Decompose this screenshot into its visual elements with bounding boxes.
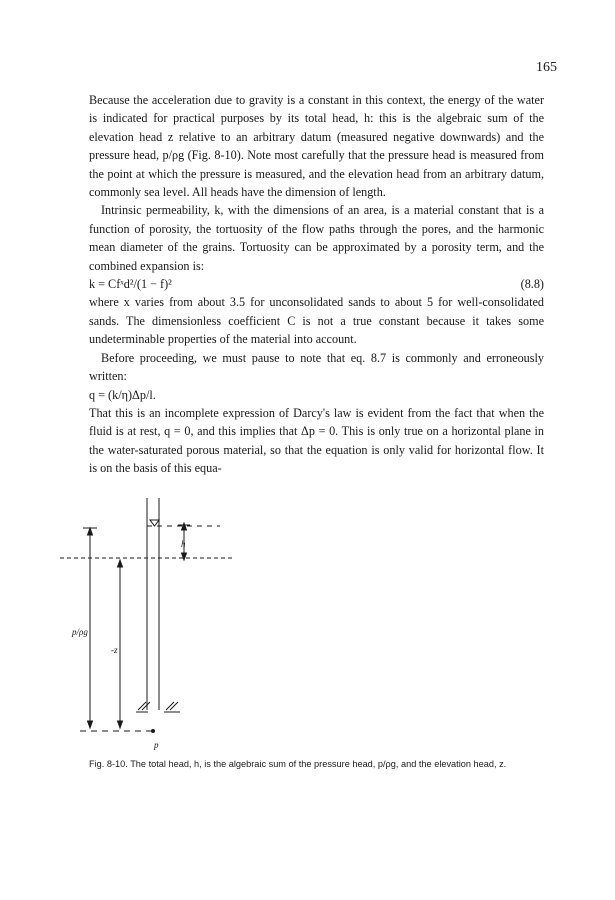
equation-8-8-expression: k = Cfˣd²/(1 − f)²: [89, 277, 172, 292]
paragraph-2: Intrinsic permeability, k, with the dimensions of an area, is a material constant that is a function of porosity, the tortuosity of the flow paths through the pores, and the harmonic mean diameter of the grains. Tortuosity can be approximated by a porosity term, and the combined expansion is:: [89, 203, 544, 273]
p-rho-g-arrow-down: [88, 721, 93, 728]
equation-8-8: [89, 275, 544, 293]
h-arrow-down: [182, 553, 187, 560]
paragraph-3: where x varies from about 3.5 for unconsolidated sands to about 5 for well-consolidated sands. The dimensionless coefficient C is not a true constant because it takes some undeterminable properties of the material into account.: [89, 295, 544, 347]
equation-darcy-simple: q = (k/η)Δp/l.: [89, 387, 156, 402]
paragraph-1: Because the acceleration due to gravity is a constant in this context, the energy of the water is indicated for practical purposes by its total head, h: this is the algebraic sum of the elevation head z relative to an arbitrary datum (measured negative downwards) and the pressure head, p/ρg (Fig. 8-10). Note most carefully that the pressure head is measured from the point at which the pressure is measured, and the elevation head from an arbitrary datum, commonly sea level. All heads have the dimension of length.: [89, 93, 544, 200]
h-arrow-up: [182, 523, 187, 530]
water-level-triangle: [150, 520, 159, 526]
page-number: 165: [536, 60, 557, 75]
z-arrow-down: [118, 721, 123, 728]
figure-8-10: [60, 490, 260, 760]
p-rho-g-arrow-up: [88, 528, 93, 535]
paragraph-4: Before proceeding, we must pause to note that eq. 8.7 is commonly and erroneously written:: [89, 350, 544, 384]
figure-caption: Fig. 8-10. The total head, h, is the algebraic sum of the pressure head, p/ρg, and the elevation head, z.: [89, 759, 507, 769]
ground-hatch-right: [164, 702, 180, 712]
label-z: -z: [111, 645, 118, 655]
label-h: h: [181, 539, 186, 549]
z-arrow-up: [118, 560, 123, 567]
equation-8-8-label: (8.8): [520, 277, 544, 292]
label-p-rho-g: p/ρg: [72, 627, 88, 637]
paragraph-5: That this is an incomplete expression of Darcy's law is evident from the fact that when the fluid is at rest, q = 0, and this implies that Δp = 0. This is only true on a horizontal plane in the water-saturated porous material, so that the equation is only valid for horizontal flow. It is on the basis of this equa-: [89, 405, 544, 476]
body-text: [89, 91, 544, 478]
measuring-point: [152, 730, 155, 733]
ground-hatch-left: [136, 702, 150, 712]
label-p: p: [154, 740, 159, 750]
